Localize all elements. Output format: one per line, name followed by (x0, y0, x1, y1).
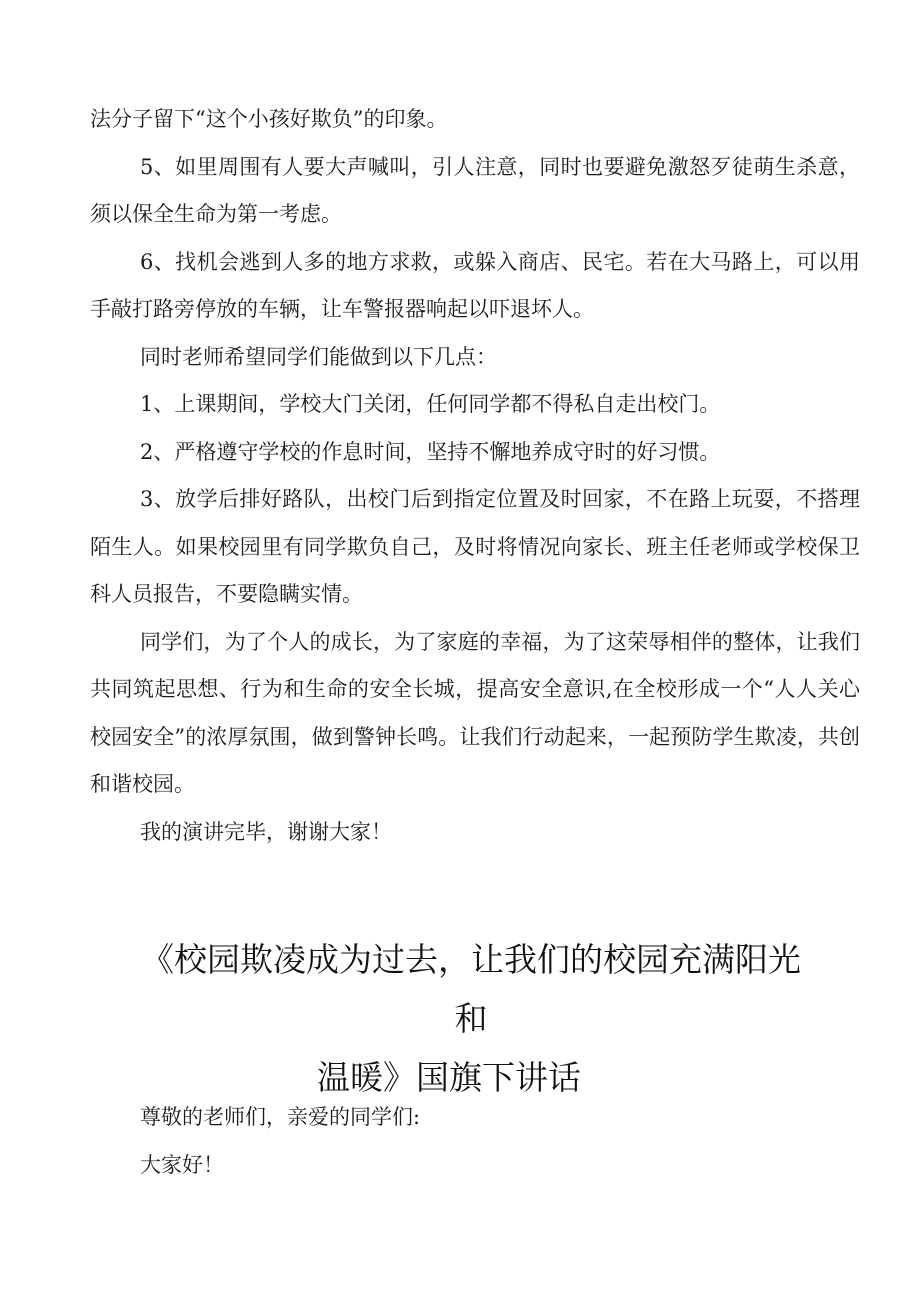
speech-title-line-2: 温暖》国旗下讲话 (317, 1058, 581, 1097)
paragraph-tip-6: 6、找机会逃到人多的地方求救，或躲入商店、民宅。若在大马路上，可以用手敲打路旁停放的车辆，让车警报器响起以吓退坏人。 (90, 249, 860, 321)
hello-line: 大家好！ (140, 1152, 224, 1177)
paragraph-teacher-hope: 同时老师希望同学们能做到以下几点： (140, 344, 497, 369)
paragraph-tip-5: 5、如里周围有人要大声喊叫，引人注意，同时也要避免激怒歹徒萌生杀意，须以保全生命为第一考虑。 (90, 154, 860, 226)
paragraph-appeal: 同学们，为了个人的成长，为了家庭的幸福，为了这荣辱相伴的整体，让我们共同筑起思想、行为和生命的安全长城，提高安全意识,在全校形成一个“人人关心校园安全”的浓厚氛围，做到警钟长鸣。让我们行动起来，一起预防学生欺凌，共创和谐校园。 (90, 629, 860, 796)
paragraph-rule-2: 2、严格遵守学校的作息时间，坚持不懈地养成守时的好习惯。 (140, 439, 721, 464)
greeting-line: 尊敬的老师们，亲爱的同学们: (140, 1105, 421, 1129)
speech-body (90, 96, 860, 856)
speech-title-line-1: 《校园欺凌成为过去，让我们的校园充满阳光和 (141, 940, 801, 1038)
paragraph-continuation: 法分子留下“这个小孩好欺负”的印象。 (90, 107, 448, 131)
paragraph-rule-1: 1、上课期间，学校大门关闭，任何同学都不得私自走出校门。 (140, 392, 721, 416)
paragraph-rule-3: 3、放学后排好路队，出校门后到指定位置及时回家，不在路上玩耍，不搭理陌生人。如果校园里有同学欺负自己，及时将情况向家长、班主任老师或学校保卫科人员报告，不要隐瞒实情。 (90, 487, 860, 606)
paragraph-closing: 我的演讲完毕，谢谢大家！ (140, 819, 392, 844)
speech-title (90, 930, 860, 1107)
speech-salutation (90, 1094, 860, 1189)
